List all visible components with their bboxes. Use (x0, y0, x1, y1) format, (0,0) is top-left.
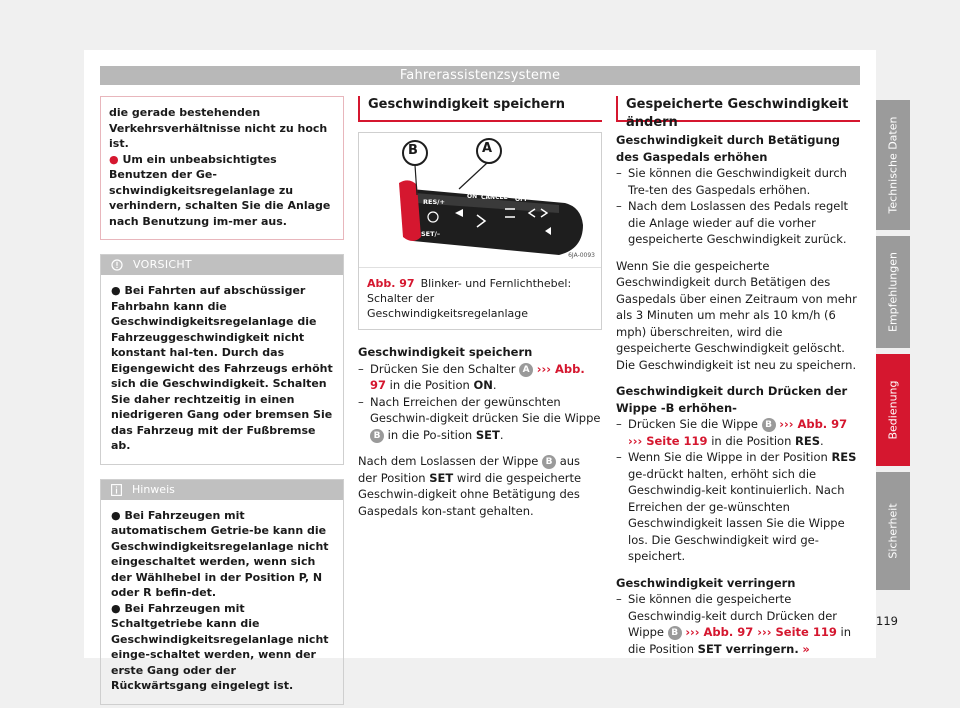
label-cancel: CANCEL (481, 194, 508, 201)
lever-illustration (359, 133, 601, 267)
hint-title: Hinweis (132, 482, 175, 496)
figure-ref-link[interactable]: ››› Abb. 97 (370, 361, 585, 392)
paragraph: Nach dem Loslassen der Wippe B aus der Position SET wird die gespeicherte Geschwin-digkeit ohne Betätigung des Gaspedals kon-stant gehalten. (358, 454, 582, 518)
step-item: – Drücken Sie den Schalter A ››› Abb. 97 in die Position ON. (358, 361, 602, 394)
subheading: Geschwindigkeit speichern (358, 345, 533, 359)
hint-item: ● Bei Fahrzeugen mit automatischem Getrie-be kann die Geschwindigkeitsregelanlage nicht eingeschaltet werden, wenn sich der Wählhebel in der Position P, N oder R befin-det. (111, 508, 329, 599)
hint-header (101, 480, 343, 500)
column-right (616, 96, 860, 657)
label-set: SET/– (421, 230, 441, 238)
step-item: – Nach Erreichen der gewünschten Geschwin-digkeit drücken Sie die Wippe B in die Po-sition SET. (358, 394, 602, 444)
marker-b: B (542, 455, 556, 469)
figure-ref-link[interactable]: ››› Abb. 97 ››› Seite 119 (685, 625, 837, 639)
column-left (100, 96, 344, 705)
subheading: Geschwindigkeit verringern (616, 575, 796, 590)
label-off: OFF (515, 196, 529, 203)
figure-code: 6JA-0093 (568, 251, 595, 259)
label-res: RES/+ (423, 198, 445, 206)
caution-title: VORSICHT (133, 258, 192, 271)
paragraph: Wenn Sie die gespeicherte Geschwindigkeit durch Betätigen des Gaspedals über einen Zeitraum von mehr als 3 Minuten um mehr als 10 km/h (6 mph) überschreiten, wird die gespeicherte Geschwindigkeit gelöscht. Die Geschwindigkeit ist neu zu speichern. (616, 258, 857, 372)
warning-intro: die gerade bestehenden Verkehrsverhältnisse nicht zu hoch ist. (109, 106, 328, 150)
side-tab-sicherheit[interactable]: Sicherheit (876, 472, 910, 590)
caution-text: ● Bei Fahrten auf abschüssiger Fahrbahn kann die Geschwindigkeitsregelanlage die Fahrzeuggeschwindigkeit nicht konstant hal-ten. Durch das Eigengewicht des Fahrzeugs erhöht sich die Geschwindigkeit. Schalten Sie daher rechtzeitig in einen niedrigeren Gang oder bremsen Sie das Fahrzeug mit der Fußbremse ab. (111, 284, 333, 452)
figure-97 (358, 132, 602, 330)
warning-box (100, 96, 344, 240)
caution-header (101, 255, 343, 275)
list-item: – Nach dem Loslassen des Pedals regelt die Anlage wieder auf die vorher gespeicherte Geschwindigkeit zurück. (616, 198, 860, 248)
lever-drawing (359, 133, 601, 267)
hint-box (100, 479, 344, 705)
section-title: Geschwindigkeit speichern (358, 96, 602, 122)
figure-ref-link[interactable]: ››› Abb. 97 ››› Seite 119 (628, 417, 848, 448)
label-on: ON (467, 193, 478, 200)
hint-item: ● Bei Fahrzeugen mit Schaltgetriebe kann die Geschwindigkeitsregelanlage nicht einge-schaltet werden, wenn der erste Gang oder der Rückwärtsgang eingelegt ist. (111, 601, 329, 692)
list-item: – Drücken Sie die Wippe B ››› Abb. 97 ››› Seite 119 in die Position RES. (616, 416, 860, 449)
caution-icon (111, 259, 123, 271)
figure-caption: Abb. 97 Blinker- und Fernlichthebel: Schalter der Geschwindigkeitsregelanlage (359, 267, 601, 329)
warning-bullet: ● Um ein unbeabsichtigtes Benutzen der Ge-schwindigkeitsregelanlage zu verhindern, schalten Sie die Anlage nach Benutzung im-mer aus. (109, 152, 331, 228)
chapter-header: Fahrerassistenzsysteme (100, 66, 860, 85)
marker-b: B (370, 429, 384, 443)
hint-text (101, 500, 343, 704)
side-tab-empfehlungen[interactable]: Empfehlungen (876, 236, 910, 348)
marker-b: B (668, 626, 682, 640)
caution-box (100, 254, 344, 465)
list-item: – Wenn Sie die Wippe in der Position RES ge-drückt halten, erhöht sich die Geschwindig-keit kontinuierlich. Nach Erreichen der ge-wünschten Geschwindigkeit lassen Sie die Wippe los. Die Geschwindigkeit wird ge-speichert. (616, 449, 860, 565)
column-middle (358, 96, 602, 519)
page-number: 119 (876, 614, 898, 628)
side-tab-bedienung[interactable]: Bedienung (876, 354, 910, 466)
list-item: – Sie können die Geschwindigkeit durch Tre-ten des Gaspedals erhöhen. (616, 165, 860, 198)
subheading: Geschwindigkeit durch Betätigung des Gaspedals erhöhen (616, 133, 841, 164)
list-item: – Sie können die gespeicherte Geschwindig-keit durch Drücken der Wippe B ››› Abb. 97 ››› Seite 119 in die Position SET verringern. » (616, 591, 860, 657)
callout-a: A (482, 141, 493, 156)
bullet-icon: ● (109, 152, 119, 166)
info-icon (111, 484, 122, 496)
marker-a: A (519, 363, 533, 377)
continue-arrow-icon: » (802, 641, 810, 656)
marker-b: B (762, 418, 776, 432)
side-tab-technische-daten[interactable]: Technische Daten (876, 100, 910, 230)
callout-b: B (408, 143, 418, 158)
subheading: Geschwindigkeit durch Drücken der Wippe -B erhöhen- (616, 384, 848, 415)
section-title: Gespeicherte Geschwindigkeit ändern (616, 96, 860, 122)
